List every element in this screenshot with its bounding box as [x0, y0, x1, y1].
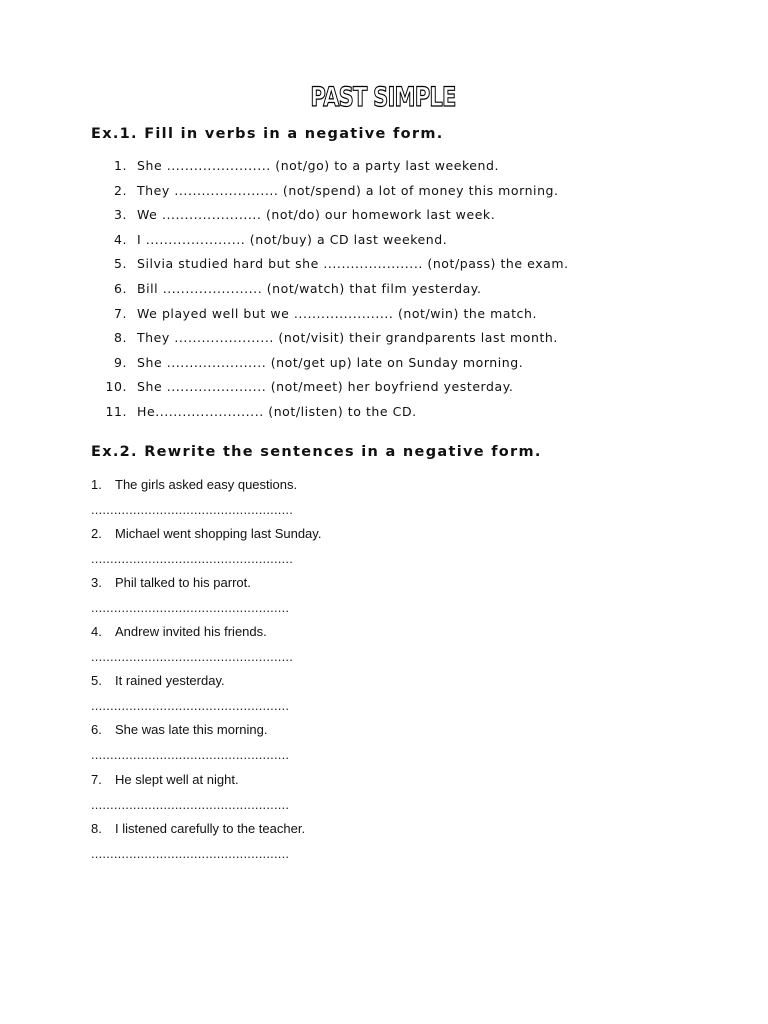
item-number: 7.: [91, 771, 102, 787]
item-number: 8.: [113, 330, 127, 346]
item-number: 10.: [105, 379, 127, 395]
exercise-2-heading: Ex.2. Rewrite the sentences in a negative form.: [91, 444, 542, 460]
item-number: 3.: [113, 207, 127, 223]
answer-line: ....................................................: [91, 796, 290, 812]
answer-line: ....................................................: [91, 698, 290, 714]
item-number: 5.: [91, 673, 102, 689]
item-number: 2.: [113, 182, 127, 198]
page-title: PAST SIMPLE: [310, 82, 456, 113]
item-number: 6.: [113, 280, 127, 296]
item-number: 4.: [113, 231, 127, 247]
answer-line: .....................................................: [91, 649, 294, 665]
item-text: The girls asked easy questions.: [115, 477, 298, 492]
item-text: They ...................... (not/visit) their grandparents last month.: [137, 330, 558, 346]
item-number: 4.: [91, 624, 102, 640]
item-number: 9.: [113, 354, 127, 370]
item-text: He........................ (not/listen) to the CD.: [137, 403, 417, 419]
item-text: I ...................... (not/buy) a CD last weekend.: [137, 231, 448, 247]
item-text: She ...................... (not/meet) her boyfriend yesterday.: [137, 379, 514, 395]
answer-line: ....................................................: [91, 600, 290, 616]
item-text: We played well but we ...................... (not/win) the match.: [137, 305, 537, 321]
item-number: 1.: [91, 477, 102, 492]
item-number: 5.: [113, 256, 127, 272]
item-text: She ...................... (not/get up) late on Sunday morning.: [137, 354, 524, 370]
item-number: 11.: [105, 403, 127, 419]
answer-line: .....................................................: [91, 551, 294, 567]
item-number: 2.: [91, 526, 102, 542]
item-text: Phil talked to his parrot.: [115, 575, 251, 591]
item-text: Bill ...................... (not/watch) that film yesterday.: [137, 280, 482, 296]
item-number: 8.: [91, 820, 102, 836]
answer-line: .....................................................: [91, 502, 294, 517]
item-text: She ....................... (not/go) to a party last weekend.: [137, 158, 500, 173]
item-text: Silvia studied hard but she ...................... (not/pass) the exam.: [137, 256, 569, 272]
item-number: 7.: [113, 305, 127, 321]
answer-line: ....................................................: [91, 845, 290, 861]
answer-line: ....................................................: [91, 747, 290, 763]
item-text: He slept well at night.: [115, 771, 239, 787]
item-text: They ....................... (not/spend) a lot of money this morning.: [137, 182, 559, 198]
exercise-1-heading: Ex.1. Fill in verbs in a negative form.: [91, 126, 444, 142]
item-number: 3.: [91, 575, 102, 591]
item-text: We ...................... (not/do) our homework last week.: [137, 207, 496, 223]
item-text: She was late this morning.: [115, 722, 268, 738]
item-number: 1.: [113, 158, 127, 173]
item-text: I listened carefully to the teacher.: [115, 820, 306, 836]
item-text: Andrew invited his friends.: [115, 624, 267, 640]
item-text: It rained yesterday.: [115, 673, 225, 689]
item-text: Michael went shopping last Sunday.: [115, 526, 322, 542]
item-number: 6.: [91, 722, 102, 738]
